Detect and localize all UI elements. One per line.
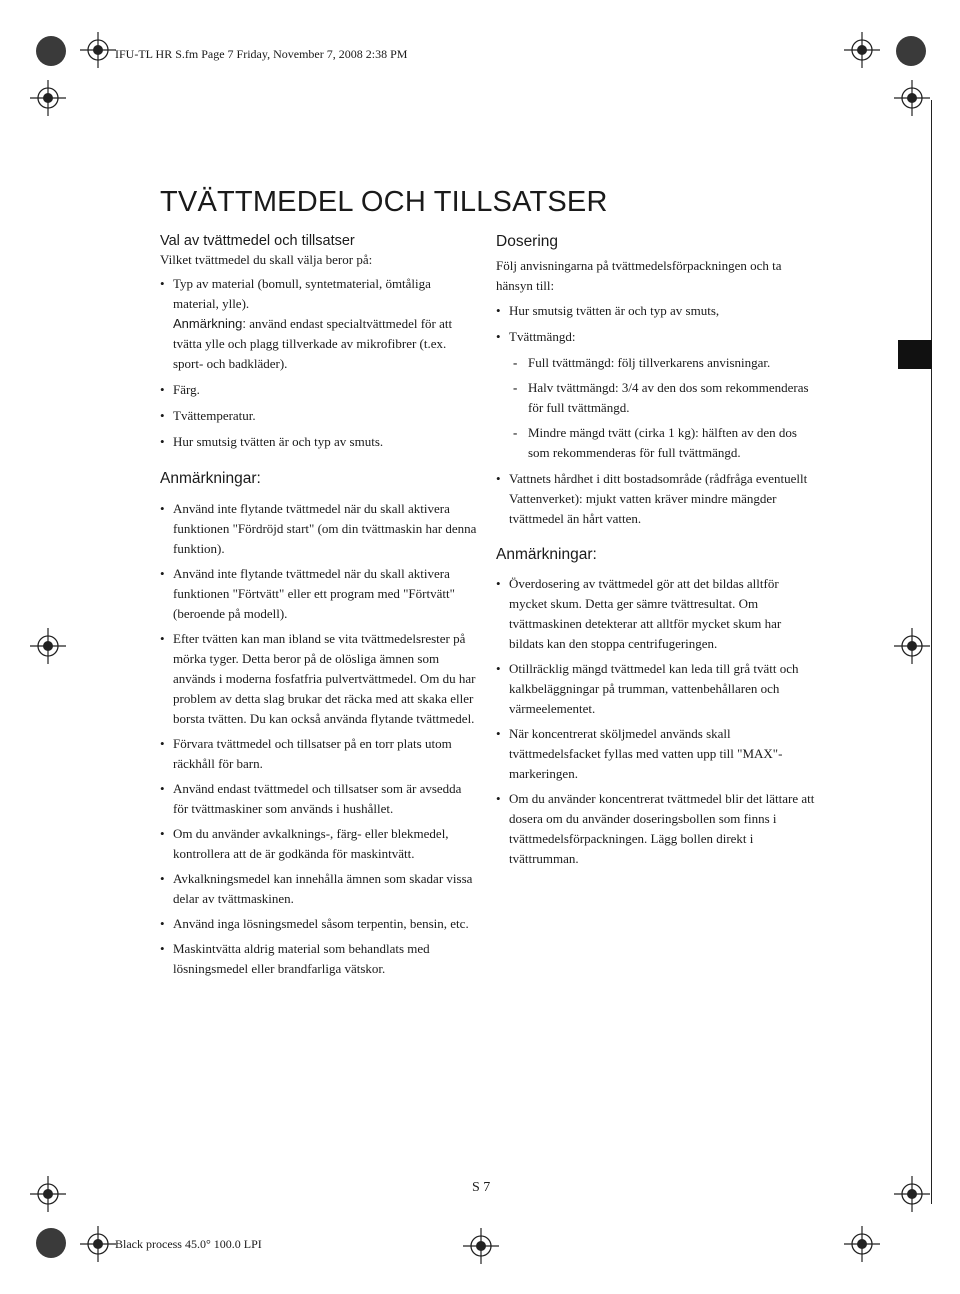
list-item: • Färg.: [160, 380, 478, 400]
page-number: S 7: [472, 1180, 491, 1195]
notes-list-right: [496, 574, 816, 869]
crosshair-icon: [844, 1226, 880, 1262]
list-item: • Tvättemperatur.: [160, 406, 478, 426]
list-item: • Överdosering av tvättmedel gör att det bildas alltför mycket skum. Detta ger sämre tvättresultat. Om tvättmaskinen detekterar att alltför mycket skum har bildats kan den stoppa centrifugeringen.: [496, 574, 816, 654]
list-item: • När koncentrerat sköljmedel används skall tvättmedelsfacket fyllas med vatten upp till "MAX"-markeringen.: [496, 724, 816, 784]
list-item: • Om du använder avkalknings-, färg- eller blekmedel, kontrollera att de är godkända för maskintvätt.: [160, 824, 478, 864]
list-item: • Använd inte flytande tvättmedel när du skall aktivera funktionen "Fördröjd start" (om din tvättmaskin har denna funktion).: [160, 499, 478, 559]
left-column: [160, 232, 478, 979]
registration-dot-icon: [36, 36, 66, 66]
crosshair-icon: [30, 80, 66, 116]
notes-list: [160, 499, 478, 979]
section-heading-dosering: Dosering: [496, 233, 559, 250]
load-size-sublist: [496, 353, 816, 463]
section-heading-val-av-tvattmedel: Val av tvättmedel och tillsatser: [160, 233, 355, 249]
selection-criteria-list: [160, 274, 478, 452]
right-column: [496, 232, 816, 869]
section-intro: Vilket tvättmedel du skall välja beror på:: [160, 252, 373, 267]
list-item: • Om du använder koncentrerat tvättmedel blir det lättare att dosera om du använder doseringsbollen som finns i tvättmedelsförpackningen. Lägg bollen direkt i tvättrumman.: [496, 789, 816, 869]
list-item: • Hur smutsig tvätten är och typ av smuts,: [496, 301, 816, 321]
crosshair-icon: [30, 1176, 66, 1212]
section-heading-anmarkningar: Anmärkningar:: [160, 470, 261, 487]
crosshair-icon: [894, 628, 930, 664]
thumb-tab-marker: [898, 340, 932, 369]
section-intro: Följ anvisningarna på tvättmedelsförpackningen och ta hänsyn till:: [496, 258, 782, 293]
margin-rule: [931, 100, 932, 1204]
list-item: • Tvättmängd:: [496, 327, 816, 347]
crosshair-icon: [30, 628, 66, 664]
list-item: • Maskintvätta aldrig material som behandlats med lösningsmedel eller brandfarliga vätskor.: [160, 939, 478, 979]
list-item: • Hur smutsig tvätten är och typ av smuts.: [160, 432, 478, 452]
print-footer: Black process 45.0° 100.0 LPI: [115, 1237, 262, 1251]
list-item: • Använd inte flytande tvättmedel när du skall aktivera funktionen "Förtvätt" eller ett program med "Förtvätt" (beroende på modell).: [160, 564, 478, 624]
list-item: • Använd endast tvättmedel och tillsatser som är avsedda för tvättmaskiner som används i hushållet.: [160, 779, 478, 819]
crosshair-icon: [844, 32, 880, 68]
registration-dot-icon: [36, 1228, 66, 1258]
list-item: • Förvara tvättmedel och tillsatser på en torr plats utom räckhåll för barn.: [160, 734, 478, 774]
crosshair-icon: [463, 1228, 499, 1264]
sublist-item: - Full tvättmängd: följ tillverkarens anvisningar.: [496, 353, 816, 373]
page-title: TVÄTTMEDEL OCH TILLSATSER: [160, 186, 608, 218]
dosage-factors-list: [496, 301, 816, 347]
sublist-item: - Halv tvättmängd: 3/4 av den dos som rekommenderas för full tvättmängd.: [496, 378, 816, 418]
registration-dot-icon: [896, 36, 926, 66]
sublist-item: - Mindre mängd tvätt (cirka 1 kg): hälften av den dos som rekommenderas för full tvättmängd.: [496, 423, 816, 463]
crosshair-icon: [894, 80, 930, 116]
list-item: • Använd inga lösningsmedel såsom terpentin, bensin, etc.: [160, 914, 478, 934]
print-header: IFU-TL HR S.fm Page 7 Friday, November 7, 2008 2:38 PM: [115, 47, 408, 61]
dosage-factors-list-continued: [496, 469, 816, 529]
list-item: • Efter tvätten kan man ibland se vita tvättmedelsrester på mörka tyger. Detta beror på de olösliga ämnen som används i moderna fosfatfria pulvertvättmedel. Om du har problem av detta slag brukar det räcka med att skaka eller borsta tvätten. Du kan också använda flytande tvättmedel.: [160, 629, 478, 729]
list-item: • Otillräcklig mängd tvättmedel kan leda till grå tvätt och kalkbeläggningar på trumman, vattenbehållaren och värmeelementet.: [496, 659, 816, 719]
crosshair-icon: [80, 1226, 116, 1262]
crosshair-icon: [80, 32, 116, 68]
section-heading-anmarkningar-right: Anmärkningar:: [496, 546, 597, 563]
crosshair-icon: [894, 1176, 930, 1212]
list-item: • Vattnets hårdhet i ditt bostadsområde (rådfråga eventuellt Vattenverket): mjukt vatten kräver mindre mängder tvättmedel än hårt vatten.: [496, 469, 816, 529]
list-item: • Avkalkningsmedel kan innehålla ämnen som skadar vissa delar av tvättmaskinen.: [160, 869, 478, 909]
list-item: • Typ av material (bomull, syntetmaterial, ömtåliga material, ylle). Anmärkning: använd endast specialtvättmedel för att tvätta ylle och plagg tillverkade av mikrofibrer (t.ex. sport- och badkläder).: [160, 274, 478, 374]
